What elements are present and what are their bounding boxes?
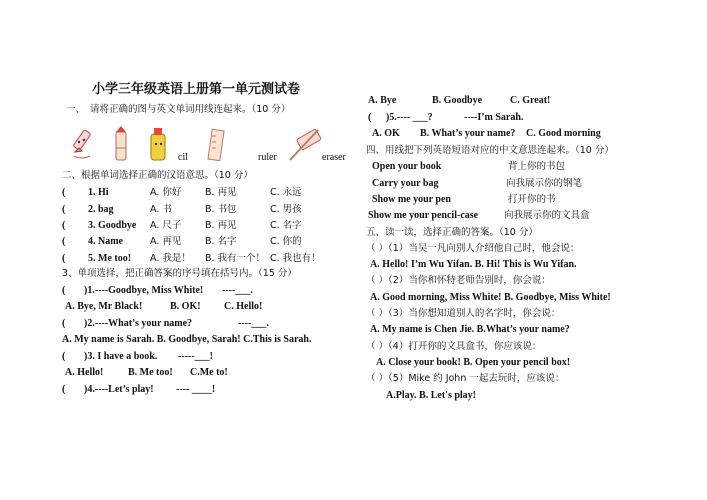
phrase-english: Carry your bag	[372, 178, 439, 189]
page-title: 小学三年级英语上册第一单元测试卷	[92, 82, 301, 97]
crayon-picture	[106, 126, 138, 162]
ruler-picture	[204, 126, 236, 162]
section1-number: 一、	[66, 104, 86, 115]
answer-options: A. My name is Chen Jie. B.What’s your name?	[370, 324, 570, 335]
section2-instruction: 二、根据单词选择正确的汉语意思。（10 分）	[62, 170, 253, 181]
section5-instruction: 五、读一读，选择正确的答案。（10 分）	[366, 227, 538, 238]
section4-instruction: 四、用线把下列英语短语对应的中文意思连起来。（10 分）	[366, 145, 614, 156]
glue-picture	[142, 126, 174, 162]
section1-instruction: 请将正确的图与英文单词用线连起来。（10 分）	[90, 104, 291, 115]
question-text: 1. Hi	[88, 187, 109, 198]
question-text: 2. bag	[88, 204, 114, 215]
word-cil: cil	[178, 152, 188, 163]
question-text: )4.----Let’s play!	[84, 384, 154, 395]
answer-blank[interactable]: ----___.	[238, 318, 269, 329]
phrase-english: Open your book	[372, 161, 442, 172]
picture-row	[62, 126, 346, 166]
question-stem: （ ）（3）当你想知道别人的名字时，你会说：	[366, 308, 561, 319]
question-text: 3. Goodbye	[88, 220, 137, 231]
phrase-english: Show me your pen	[372, 194, 451, 205]
answer-blank[interactable]: ----___.	[222, 285, 253, 296]
phrase-chinese: 向我展示你的钢笔	[506, 178, 583, 189]
word-eraser: eraser	[322, 152, 346, 163]
question-text: 5. Me too!	[88, 253, 132, 264]
phrase-chinese: 打开你的书	[508, 194, 556, 205]
answer-options: A. Hello! I’m Wu Yifan. B. Hi! This is Wu Yifan.	[370, 259, 577, 270]
question-stem: （ ）（5）Mike 约 John 一起去玩时，应该说：	[366, 373, 565, 384]
word-ruler: ruler	[258, 152, 277, 163]
answer-options: A. Close your book! B. Open your pencil box!	[376, 357, 571, 368]
test-paper: 小学三年级英语上册第一单元测试卷 一、 请将正确的图与英文单词用线连起来。（10 分） cil ruler eraser 二、根据单词选择正确的汉语意思。（10 分） ( 1. Hi A. 你好 B. 再见 C. 永远 ( 2. bag A. 书 B. 书包 C. 男孩 ( 3. Goodbye A. 尺子 B. 再见 C. 名字 ( 4. Name A. 再见 B. 名字 C. 你的 ( 5. Me too! A. 我是！ B. 我有一个！ C. 我也有！ 3、单项选择，把正确答案的序号填在括号内。（15 分） ( )1.----Goodbye, Miss White! ----___. A. Bye, Mr Black! B. OK! C. Hello! ( )2.----What’s your name? ----___. A. My name is Sarah. B. Goodbye, Sarah! C.This is Sarah. ( )3. I have a book. -----___! A. Hello! B. Me too! C.Me to! ( )4.----Let’s play! ---- ____! A. Bye B. Goodbye C. Great! ( )5.---- ___? ----I’m Sarah. A. OK B. What’s your name? C. Good morning 四、用线把下列英语短语对应的中文意思连起来。（10 分） Open your book Carry your bag Show me your pen Show me your pencil-case 背上你的书包 向我展示你的钢笔 打开你的书 向我展示你的文具盒 五、读一读，选择正确的答案。（10 分） （ ）（1）当吴一凡向别人介绍他自己时，他会说： A. Hello! I’m Wu Yifan. B. Hi! This is Wu Yifan. （ ）（2）当你和怀特老师告别时，你会说： A. Good morning, Miss White! B. Goodbye, Miss White! （ ）（3）当你想知道别人的名字时，你会说： A. My name is Chen Jie. B.What’s your name? （ ）（4）打开你的文具盒书，你应该说： A. Close your book! B. Open your pencil box! （ ）（5）Mike 约 John 一起去玩时，应该说： A.Play. B. Let's play!	[62, 82, 614, 401]
answer-options: A.Play. B. Let's play!	[386, 390, 477, 401]
question-stem: （ ）（2）当你和怀特老师告别时，你会说：	[366, 275, 551, 286]
question-text: )5.---- ___?	[386, 112, 433, 123]
pencil-picture	[66, 126, 98, 162]
question-stem: （ ）（4）打开你的文具盒书，你应该说：	[366, 341, 542, 352]
phrase-chinese: 向我展示你的文具盒	[504, 210, 590, 221]
question-text: )3. I have a book.	[84, 351, 158, 362]
section3-instruction: 3、单项选择，把正确答案的序号填在括号内。（15 分）	[62, 268, 297, 279]
question-text: )2.----What’s your name?	[84, 318, 193, 329]
question-stem: （ ）（1）当吴一凡向别人介绍他自己时，他会说：	[366, 243, 580, 254]
phrase-chinese: 背上你的书包	[508, 161, 566, 172]
answer-blank[interactable]: ---- ____!	[176, 384, 216, 395]
answer-blank[interactable]: -----___!	[178, 351, 213, 362]
question-text: 4. Name	[88, 236, 123, 247]
eraser-picture	[288, 126, 320, 162]
phrase-english: Show me your pencil-case	[368, 210, 479, 221]
answer-text: ----I’m Sarah.	[464, 112, 524, 123]
answer-options: A. Good morning, Miss White! B. Goodbye, Miss White!	[370, 292, 611, 303]
question-text: )1.----Goodbye, Miss White!	[84, 285, 204, 296]
